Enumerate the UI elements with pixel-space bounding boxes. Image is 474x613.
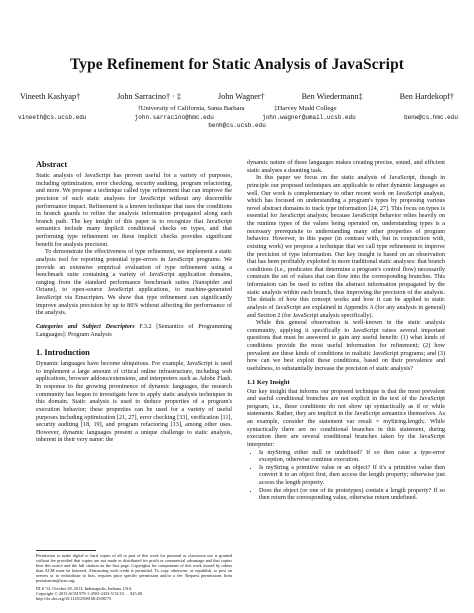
author-name: John Wagner†: [217, 92, 265, 101]
doi-line: http://dx.doi.org/10.1145/2508168.2508175: [36, 595, 112, 601]
section-heading: 1. Introduction: [36, 348, 90, 358]
email: benh@cs.ucsb.edu: [208, 122, 266, 129]
left-column: [36, 160, 232, 445]
bullet-list: [247, 450, 445, 503]
insight-paragraph: Our key insight that informs our proposed technique is that the most prevalent and useful conditional branches are not explicit in the text of the JavaScript program, i.e., these conditions do not show up syntactically as if or while statements. Rather, they are implicit in the JavaScript semantics themselves. As an example, consider the statement var result = myString.length;. While syntactically there are no conditional branches in this statement, during execution there are several conditional branches taken by the JavaScript interpreter:: [247, 388, 445, 448]
abstract-heading: Abstract: [36, 160, 68, 169]
email: john.sarracino@hmc.edu: [134, 114, 214, 121]
intro-paragraph: Dynamic languages have become ubiquitous. For example, JavaScript is used to implement a large amount of critical online infrastructure, including web applications, browser addons/extensions, and interpreters such as Adobe Flash. In response to the growing prominence of dynamic languages, the research community has begun to investigate how to apply static analysis techniques in this domain. Static analysis is used to deduce properties of a program's execution behavior; these properties can be used for a variety of useful purposes including optimization [21, 27], error checking [33], verification [11], security auditing [18, 19], and program refactoring [13], among other uses. However, dynamic languages present a unique challenge to static analysis, inherent in their very name: the: [36, 361, 232, 444]
affiliation: †University of California, Santa Barbara: [137, 105, 245, 112]
copyright-line: Copyright © 2013 ACM 978-1-4503-2433-5/13/10. . . $15.00.: [36, 590, 144, 596]
author-list: [20, 92, 454, 101]
author-name: Vineeth Kashyap†: [20, 92, 81, 101]
permission-footnote: [36, 553, 232, 601]
intro-paragraph: dynamic nature of these languages makes creating precise, sound, and efficient static analyses a daunting task.: [247, 160, 445, 174]
abstract-paragraph: Static analysis of JavaScript has proven useful for a variety of purposes, including optimization, error checking, security auditing, program refactoring, and more. We propose a technique called type refinement that can improve the precision of such static analyses for JavaScript without any discernible performance impact. Refinement is a known technique that uses the conditions in branch guards to refine the analysis information propagated along each branch path. The key insight of this paper is to recognize that JavaScript semantics include many implicit conditional checks on types, and that performing type refinement on these implicit checks provides significant benefit for analysis precision.: [36, 173, 232, 248]
author-name: Ben Wiedermann‡: [301, 92, 363, 101]
author-name: Ben Hardekopf†: [399, 92, 454, 101]
affiliations: [0, 105, 474, 112]
right-column: [247, 160, 445, 503]
categories-text: F.3.2 [Semantics of Programming Languages]: Program Analysis: [36, 323, 232, 338]
intro-paragraph: In this paper we focus on the static analysis of JavaScript, though in principle our proposed techniques are applicable to other dynamic languages as well. Our work is complementary to other recent work on JavaScript analysis, which has focused on understanding a program's types by proposing various novel abstract domains to track type information [24, 27]. This focus on types is essential for JavaScript analysis; because JavaScript behavior relies heavily on the runtime types of the values being operated on, understanding types is a necessary prerequisite to understanding many other properties of program behavior. However, in this paper (in contrast with, but in conjunction with, existing work) we propose a technique that we call type refinement to improve the precision of type information. Our key insight is based on an observation that has been profitably exploited in more traditional static analyses: that branch conditions (i.e., predicates that determine a program's control flow) necessarily constrain the set of values that can flow into the corresponding branches. This information can be used to refine the abstract information propagated by the static analysis within each branch, thus improving the precision of the analysis. The details of how this concept works and how it can be applied to static analysis of JavaScript are explained in Appendix A (for any analysis in general) and Section 2 (for JavaScript analysis specifically).: [247, 175, 445, 319]
affiliation: ‡Harvey Mudd College: [274, 105, 337, 112]
categories-heading: Categories and Subject Descriptors: [36, 323, 135, 330]
subsection-heading: 1.1 Key Insight: [247, 378, 290, 386]
paper-title: Type Refinement for Static Analysis of JavaScript: [69, 56, 405, 73]
author-name: John Sarracino† · ‡: [117, 92, 182, 101]
list-item: • Is myString either null or undefined? If so then raise a type-error exception, otherwise continue execution.: [259, 450, 445, 465]
email: john.wagner@umail.ucsb.edu: [262, 114, 356, 121]
intro-paragraph: While this general observation is well-known in the static analysis community, applying it specifically to JavaScript raises several important questions that must be answered to gain any useful benefit: (1) what kinds of conditions provide the most useful information for refinement; (2) how prevalent are these kinds of conditions in realistic JavaScript programs; and (3) how can we best exploit these conditions, based on their prevalence and usefulness, to substantially increase the precision of static analysis?: [247, 320, 445, 372]
list-item: • Does the object (or one of its prototypes) contain a length property? If so then return the corresponding value, otherwise return undefined.: [259, 488, 445, 503]
categories: [36, 324, 232, 339]
abstract-paragraph: To demonstrate the effectiveness of type refinement, we implement a static analysis tool for reporting potential type-errors in JavaScript programs. We provide an extensive empirical evaluation of type refinement using a benchmark suite containing a variety of JavaScript application domains, ranging from the standard performance benchmark suites (Sunspider and Octane), to open-source JavaScript applications, to machine-generated JavaScript via Emscripten. We show that type refinement can significantly improve analysis precision by up to 86% without affecting the performance of the analysis.: [36, 249, 232, 317]
email-list: [18, 114, 458, 121]
list-item: • Is myString a primitive value or an object? If it's a primitive value then convert it to an object first, then access the length property; otherwise just access the length property.: [259, 465, 445, 488]
permission-text: Permission to make digital or hard copies of all or part of this work for personal or classroom use is granted without fee provided that copies are not made or distributed for profit or commercial advantage and that copies bear this notice and the full citation on the first page. Copyrights for components of this work owned by others than ACM must be honored. Abstracting with credit is permitted. To copy otherwise, or republish, to post on servers or to redistribute to lists, requires prior specific permission and/or a fee. Request permissions from permissions@acm.org.: [36, 553, 232, 584]
footnote-rule: [36, 550, 96, 551]
email: vineeth@cs.ucsb.edu: [18, 114, 87, 121]
email: benw@cs.hmc.edu: [403, 114, 458, 121]
conference-line: DLS '13, October 28, 2013, Indianapolis, Indiana, USA.: [36, 585, 133, 591]
